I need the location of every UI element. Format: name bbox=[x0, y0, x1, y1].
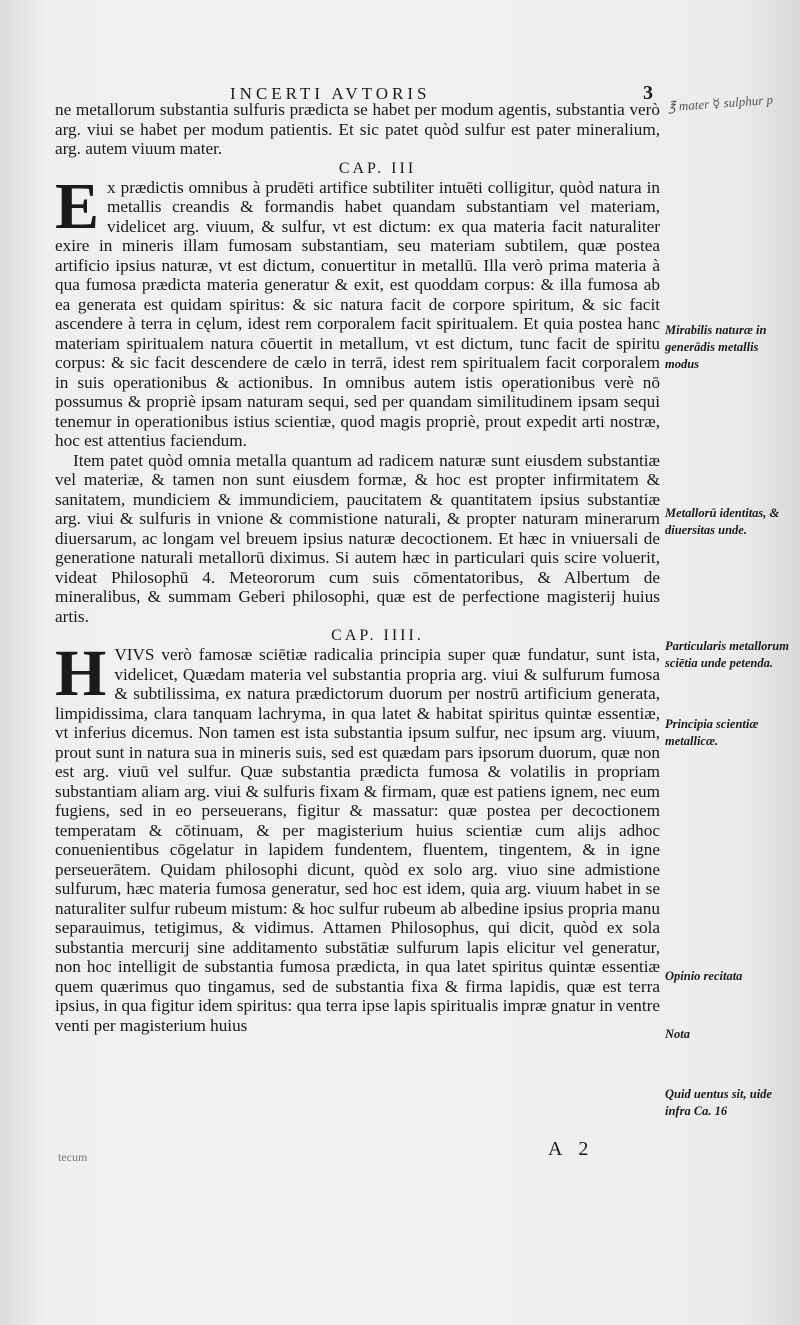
paragraph: x prædictis omnibus à prudēti artifice subtiliter intuēti colligitur, quòd natura in metallis creandis & formandis habet quandam substantiam vel materiam, videlicet arg. viuum, & sulfur, vt est dictum: ex qua materia facit naturaliter exire in mineris illam fumosam substantiam, seu materiam subtilem, quæ postea artificio ipsius naturæ, vt est dictum, conuertitur in metallū. Illa verò prima materia à qua fumosa prædicta materia generatur & exit, est quoddam corpus: & illa fumosa ab ea generata est quidam spiritus: & sic natura facit de corpore spiritum, & sic facit ascendere à terra in cęlum, idest rem corporalem facit spiritualem. Et quia postea hanc materiam spiritualem natura cōuertit in metallum, vt est dictum, tunc facit de spiritu corpus: & sic facit descendere de cælo in terrā, idest rem spiritualem facit corporalem in suis operationibus & actionibus. In omnibus autem istis operationibus verè nō possumus & propriè ipsam naturam sequi, sed per quandam similitudinem ipsam sequi tenemur in operationibus istius scientiæ, quod magis propriè, prout expedit arti nostræ, hoc est attentius faciendum. bbox=[55, 177, 660, 450]
signature-mark: A 2 bbox=[548, 1138, 595, 1160]
catchword: tecum bbox=[58, 1150, 88, 1164]
drop-capital: H bbox=[55, 637, 107, 710]
paragraph: ne metallorum substantia sulfuris prædicta se habet per modum agentis, substantia verò arg. viui se habet per modum patientis. Et sic patet quòd sulfur est pater mineralium, arg. autem viuum mater. bbox=[55, 100, 660, 158]
chapter-heading: CAP. IIII. bbox=[331, 627, 424, 644]
margin-note: Nota bbox=[665, 1027, 690, 1041]
main-text bbox=[55, 100, 660, 1035]
margin-note: Mirabilis naturæ in generādis metallis modus bbox=[665, 323, 767, 371]
running-head: INCERTI AVTORIS bbox=[230, 84, 431, 103]
margin-note: Quid uentus sit, uide infra Ca. 16 bbox=[665, 1087, 772, 1118]
chapter-body bbox=[55, 637, 660, 1035]
margin-note: Particularis metallorum sciētia unde petenda. bbox=[665, 639, 789, 670]
chapter-heading: CAP. III bbox=[338, 159, 417, 177]
margin-note: Opinio recitata bbox=[665, 969, 743, 983]
margin-note: Principia scientiæ metallicæ. bbox=[665, 717, 759, 748]
folio-number: 3 bbox=[643, 82, 653, 104]
paragraph: Item patet quòd omnia metalla quantum ad radicem naturæ sunt eiusdem substantiæ vel materiæ, & tamen non sunt eiusdem formæ, & hoc est propter infirmitatem & sanitatem, mundiciem & immundiciem, paucitatem & quantitatem ipsius substantiæ arg. viui & sulfuris in vnione & commistione naturali, & propter naturam minerarum diuersarum, ac longam vel breuem ipsius naturæ decoctionem. Et hæc in vniuersali de generatione naturali metallorū diximus. Si autem hæc in particulari quis scire voluerit, videat Philosophū 4. Meteororum cum suis cōmentatoribus, & Albertum de mineralibus, & summam Geberi philosophi, quæ est de perfectione magisterij huius artis. bbox=[55, 450, 660, 626]
margin-note: Metallorū identitas, & diuersitas unde. bbox=[665, 506, 780, 537]
drop-capital: E bbox=[55, 169, 100, 243]
chapter-body bbox=[55, 169, 660, 451]
handwritten-annotation: ℥ mater ☿ sulphur p bbox=[667, 91, 774, 115]
paragraph: VIVS verò famosæ sciētiæ radicalia principia super quæ fundatur, sunt ista, videlicet, Quædam materia vel substantia propria arg. viui & sulfurum fumosa & subtilissima, ex natura prædictorum duorum per nostrū artificium generata, limpidissima, clara tanquam lachryma, in qua latet & habitat spiritus quintæ essentiæ, vt inferius dicemus. Non tamen est ista substantia ipsum sulfur, nec ipsum arg. viuum, prout sunt in natura sua in mineris suis, sed est quædam pars ipsorum duorum, quæ non est arg. viuū vel sulfur. Quæ substantia prædicta fumosa & volatilis in propriam substantiam aliam arg. viui & sulfuris fixam & firmam, quæ est patiens ignem, nec eum fugiens, sed in eo perseuerans, figitur & massatur: quæ postea per decoctionem temperatam & cōtinuam, & per magisterium huius scientiæ cum alijs adhoc conuenientibus cōgelatur in lapidem fundentem, fluentem, tingentem, & in igne perseuerātem. Quidam philosophi dicunt, quòd ex solo arg. viuo sine admistione sulfurum, hæc materia fumosa generatur, sed hoc est idem, quia arg. viuum habet in se naturaliter sulfur rubeum mistum: & hoc sulfur rubeum ab albedine ipsius propria manu separauimus, tetigimus, & vidimus. Attamen Philosophus, qui dicit, quòd ex sola substantia mercurij sine additamento substātiæ sulfurum lapis elicitur vel generatur, non hoc intelligit de substantia fumosa prædicta, in qua latet spiritus quintæ essentiæ quem quærimus quo tingamus, sed de substantia fixa & firma lapidis, quæ est terra ipsius, in qua figitur idem spiritus: qua terra ipse lapis spiritualis impræ gnatur in ventre venti per magisterium huius bbox=[55, 645, 660, 1035]
